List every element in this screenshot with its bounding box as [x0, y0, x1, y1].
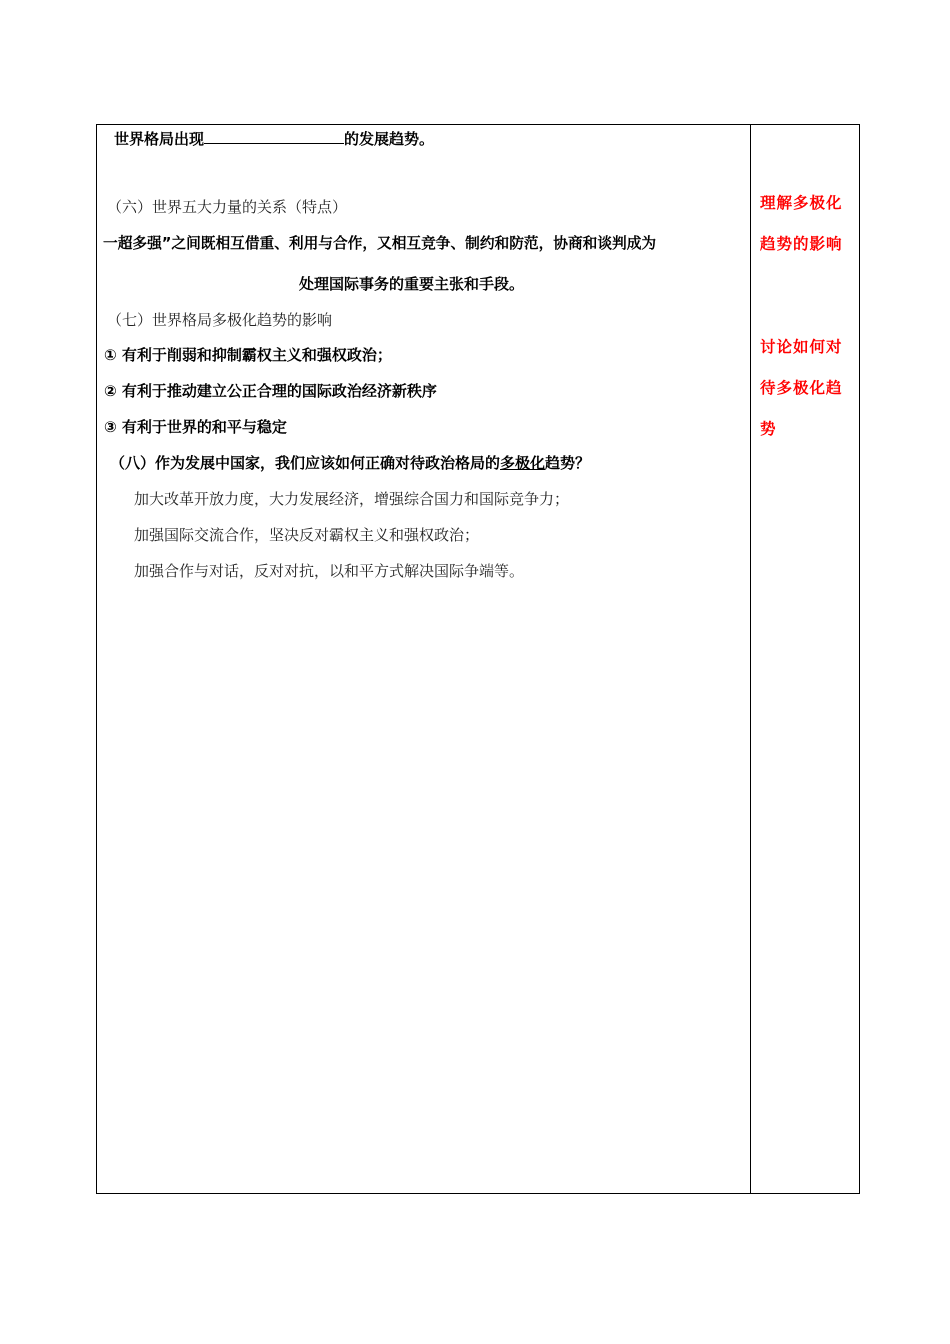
section-6-text-b: 处理国际事务的重要主张和手段。 [299, 275, 525, 293]
section-6-heading: （六）世界五大力量的关系（特点） [107, 198, 348, 216]
section-7-item-3: ③ 有利于世界的和平与稳定 [104, 418, 287, 436]
section-6-text-a: 一超多强”之间既相互借重、利用与合作，又相互竞争、制约和防范，协商和谈判成为 [103, 235, 657, 252]
section-8-heading [110, 453, 590, 473]
side-note-understand: 理解多极化趋势的影响 [760, 194, 843, 253]
section-7-item-2: ② 有利于推动建立公正合理的国际政治经济新秩序 [104, 382, 437, 400]
trend-line [114, 129, 434, 149]
section-8-heading-suffix: 趋势？ [545, 454, 591, 472]
section-8-answer-2: 加强国际交流合作，坚决反对霸权主义和强权政治； [134, 526, 480, 544]
column-divider [750, 124, 751, 1194]
fill-blank [204, 129, 344, 144]
side-note-discuss: 讨论如何对待多极化趋势 [760, 338, 843, 438]
section-8-answer-3: 加强合作与对话，反对对抗，以和平方式解决国际争端等。 [134, 562, 525, 580]
section-7-heading: （七）世界格局多极化趋势的影响 [107, 311, 333, 329]
section-7-item-1: ① 有利于削弱和抑制霸权主义和强权政治； [104, 346, 392, 364]
trend-line-suffix: 的发展趋势。 [344, 130, 435, 148]
section-8-heading-prefix: （八）作为发展中国家，我们应该如何正确对待政治格局的 [110, 454, 501, 472]
section-8-heading-underlined: 多极化 [500, 454, 546, 472]
trend-line-prefix: 世界格局出现 [114, 130, 205, 148]
section-8-answer-1: 加大改革开放力度，大力发展经济，增强综合国力和国际竞争力； [134, 490, 570, 508]
